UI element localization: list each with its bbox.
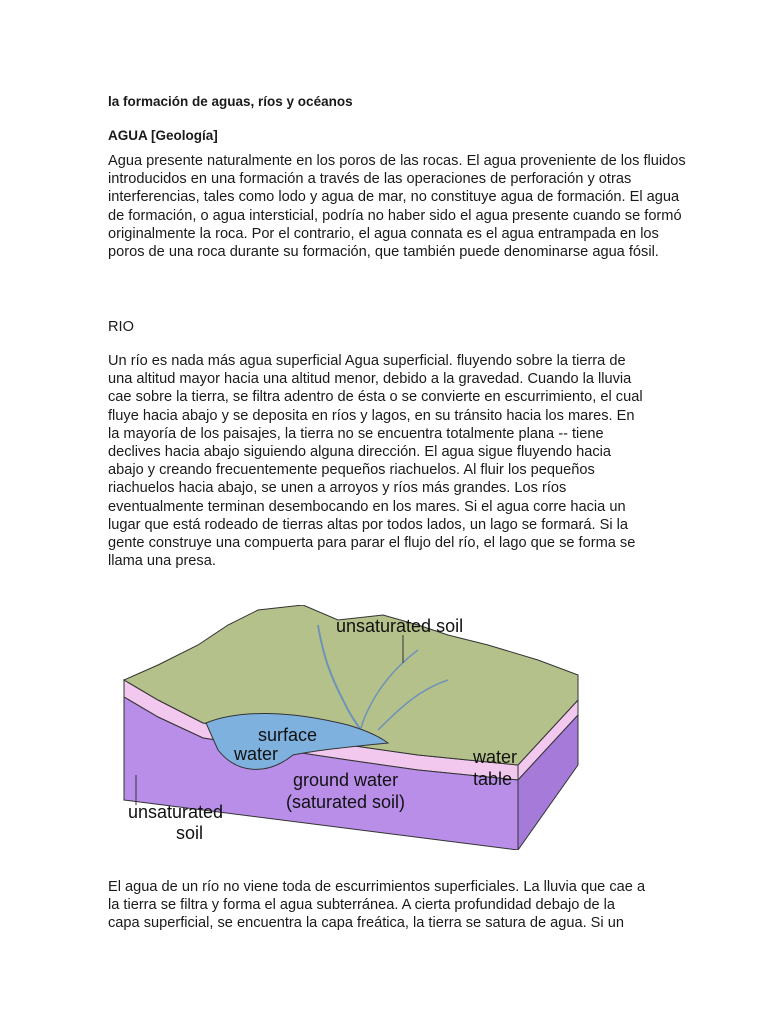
rio-line: la mayoría de los paisajes, la tierra no se encuentra totalmente plana -- tiene: [108, 425, 604, 442]
label-surface-water: water: [234, 744, 279, 764]
agua-line: de formación, o agua intersticial, podría no haber sido el agua presente cuando se formó: [108, 207, 682, 224]
agua-paragraph: [108, 152, 686, 261]
rio-line: eventualmente terminan desembocando en los mares. Si el agua corre hacia un: [108, 498, 626, 515]
label-saturated-soil: (saturated soil): [286, 792, 406, 812]
rio-line: llama una presa.: [108, 553, 216, 570]
rio-line: abajo y creando frecuentemente pequeños riachuelos. Al fluir los pequeños: [108, 462, 595, 479]
label-water-table-water: water: [473, 747, 518, 767]
rio-line: Un río es nada más agua superficial Agua superficial. fluyendo sobre la tierra de: [108, 353, 626, 369]
label-water-table-table: table: [473, 769, 513, 789]
label-surface: surface: [258, 725, 318, 745]
rio-line: lugar que está rodeado de tierras altas por todos lados, un lago se formará. Si la: [108, 516, 629, 533]
rio-line: riachuelos hacia abajo, se unen a arroyos y ríos más grandes. Los ríos: [108, 480, 567, 497]
last-line: El agua de un río no viene toda de escurrimientos superficiales. La lluvia que cae a: [108, 879, 646, 895]
label-ground-water: ground water: [293, 770, 399, 790]
label-unsaturated-soil-top: unsaturated soil: [336, 616, 464, 636]
agua-line: originalmente la roca. Por el contrario, el agua connata es el agua entrampada en los: [108, 225, 659, 242]
agua-line: introducidos en una formación a través de las operaciones de perforación y otras: [108, 171, 632, 188]
groundwater-paragraph: [108, 878, 668, 933]
label-unsaturated-left: unsaturated: [128, 802, 224, 822]
rio-line: declives hacia abajo siguiendo alguna dirección. El agua sigue fluyendo hacia: [108, 444, 612, 461]
label-soil-left: soil: [176, 823, 204, 843]
groundwater-diagram: [118, 605, 608, 850]
last-line: capa superficial, se encuentra la capa freática, la tierra se satura de agua. Si un: [108, 915, 624, 932]
rio-paragraph: [108, 352, 668, 570]
rio-line: una altitud mayor hacia una altitud menor, debido a la gravedad. Cuando la lluvia: [108, 371, 632, 388]
agua-line: Agua presente naturalmente en los poros de las rocas. El agua proveniente de los fluidos: [108, 153, 686, 169]
agua-line: interferencias, tales como lodo y agua de mar, no constituye agua de formación. El agua: [108, 189, 680, 206]
rio-line: gente construye una compuerta para parar el flujo del río, el lago que se forma se: [108, 535, 636, 552]
agua-line: poros de una roca durante su formación, que también puede denominarse agua fósil.: [108, 244, 659, 261]
rio-line: cae sobre la tierra, se filtra adentro de ésta o se convierte en escurrimiento, el cual: [108, 389, 643, 406]
last-line: la tierra se filtra y forma el agua subterránea. A cierta profundidad debajo de la: [108, 897, 616, 914]
rio-line: fluye hacia abajo y se deposita en ríos y lagos, en su tránsito hacia los mares. En: [108, 407, 635, 424]
document-title: la formación de aguas, ríos y océanos: [108, 94, 353, 109]
rio-heading: RIO: [108, 319, 134, 335]
agua-heading: AGUA [Geología]: [108, 128, 218, 143]
